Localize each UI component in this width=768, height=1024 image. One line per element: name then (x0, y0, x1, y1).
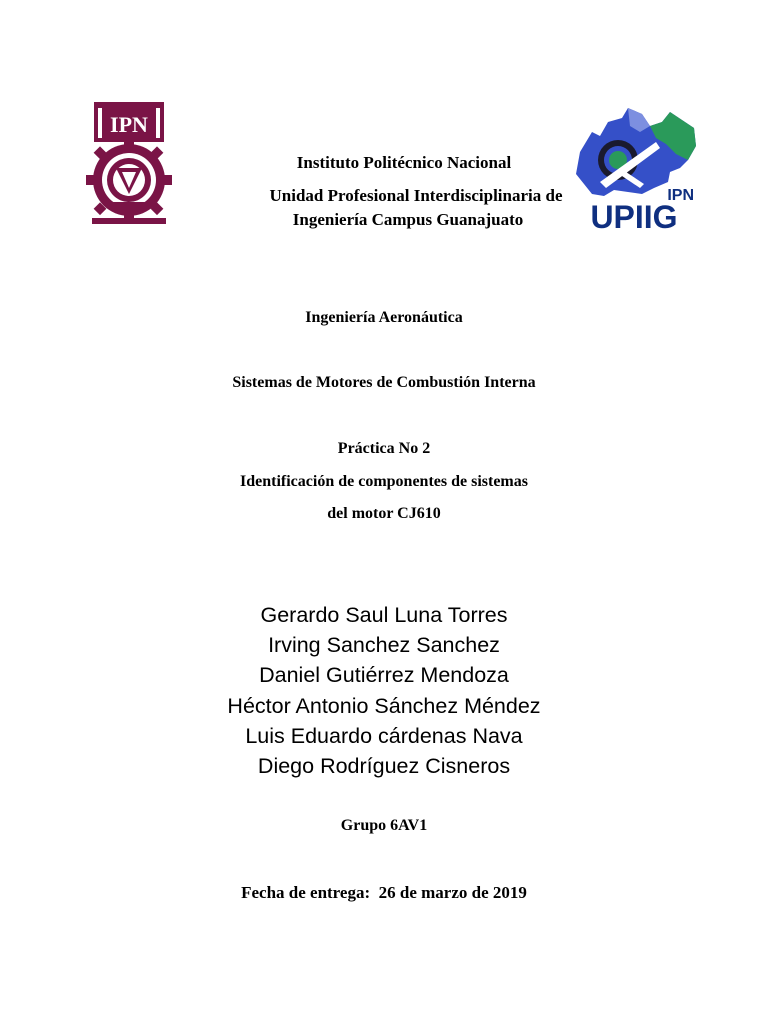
career-name: Ingeniería Aeronáutica (305, 309, 463, 326)
author-name: Irving Sanchez Sanchez (268, 633, 500, 658)
practice-title-line-1: Identificación de componentes de sistemas (240, 473, 528, 490)
upiig-logo-upiig-text: UPIIG (590, 199, 678, 232)
subject-name: Sistemas de Motores de Combustión Interna (232, 374, 536, 391)
group-label: Grupo 6AV1 (340, 817, 428, 834)
practice-number: Práctica No 2 (337, 440, 431, 457)
author-name: Daniel Gutiérrez Mendoza (259, 663, 509, 688)
upiig-logo-ipn-text: IPN (667, 187, 694, 204)
author-name: Héctor Antonio Sánchez Méndez (227, 693, 541, 718)
ipn-logo-text: IPN (110, 112, 148, 137)
delivery-date: Fecha de entrega: 26 de marzo de 2019 (241, 883, 527, 902)
institution-name: Instituto Politécnico Nacional (296, 153, 512, 172)
unit-name-line-1: Unidad Profesional Interdisciplinaria de (269, 186, 563, 205)
author-name: Diego Rodríguez Cisneros (257, 754, 511, 779)
author-list (0, 600, 768, 781)
unit-name-line-2: Ingeniería Campus Guanajuato (292, 210, 524, 229)
practice-title-line-2: del motor CJ610 (327, 505, 441, 522)
author-name: Luis Eduardo cárdenas Nava (245, 723, 523, 748)
author-name: Gerardo Saul Luna Torres (260, 603, 508, 627)
